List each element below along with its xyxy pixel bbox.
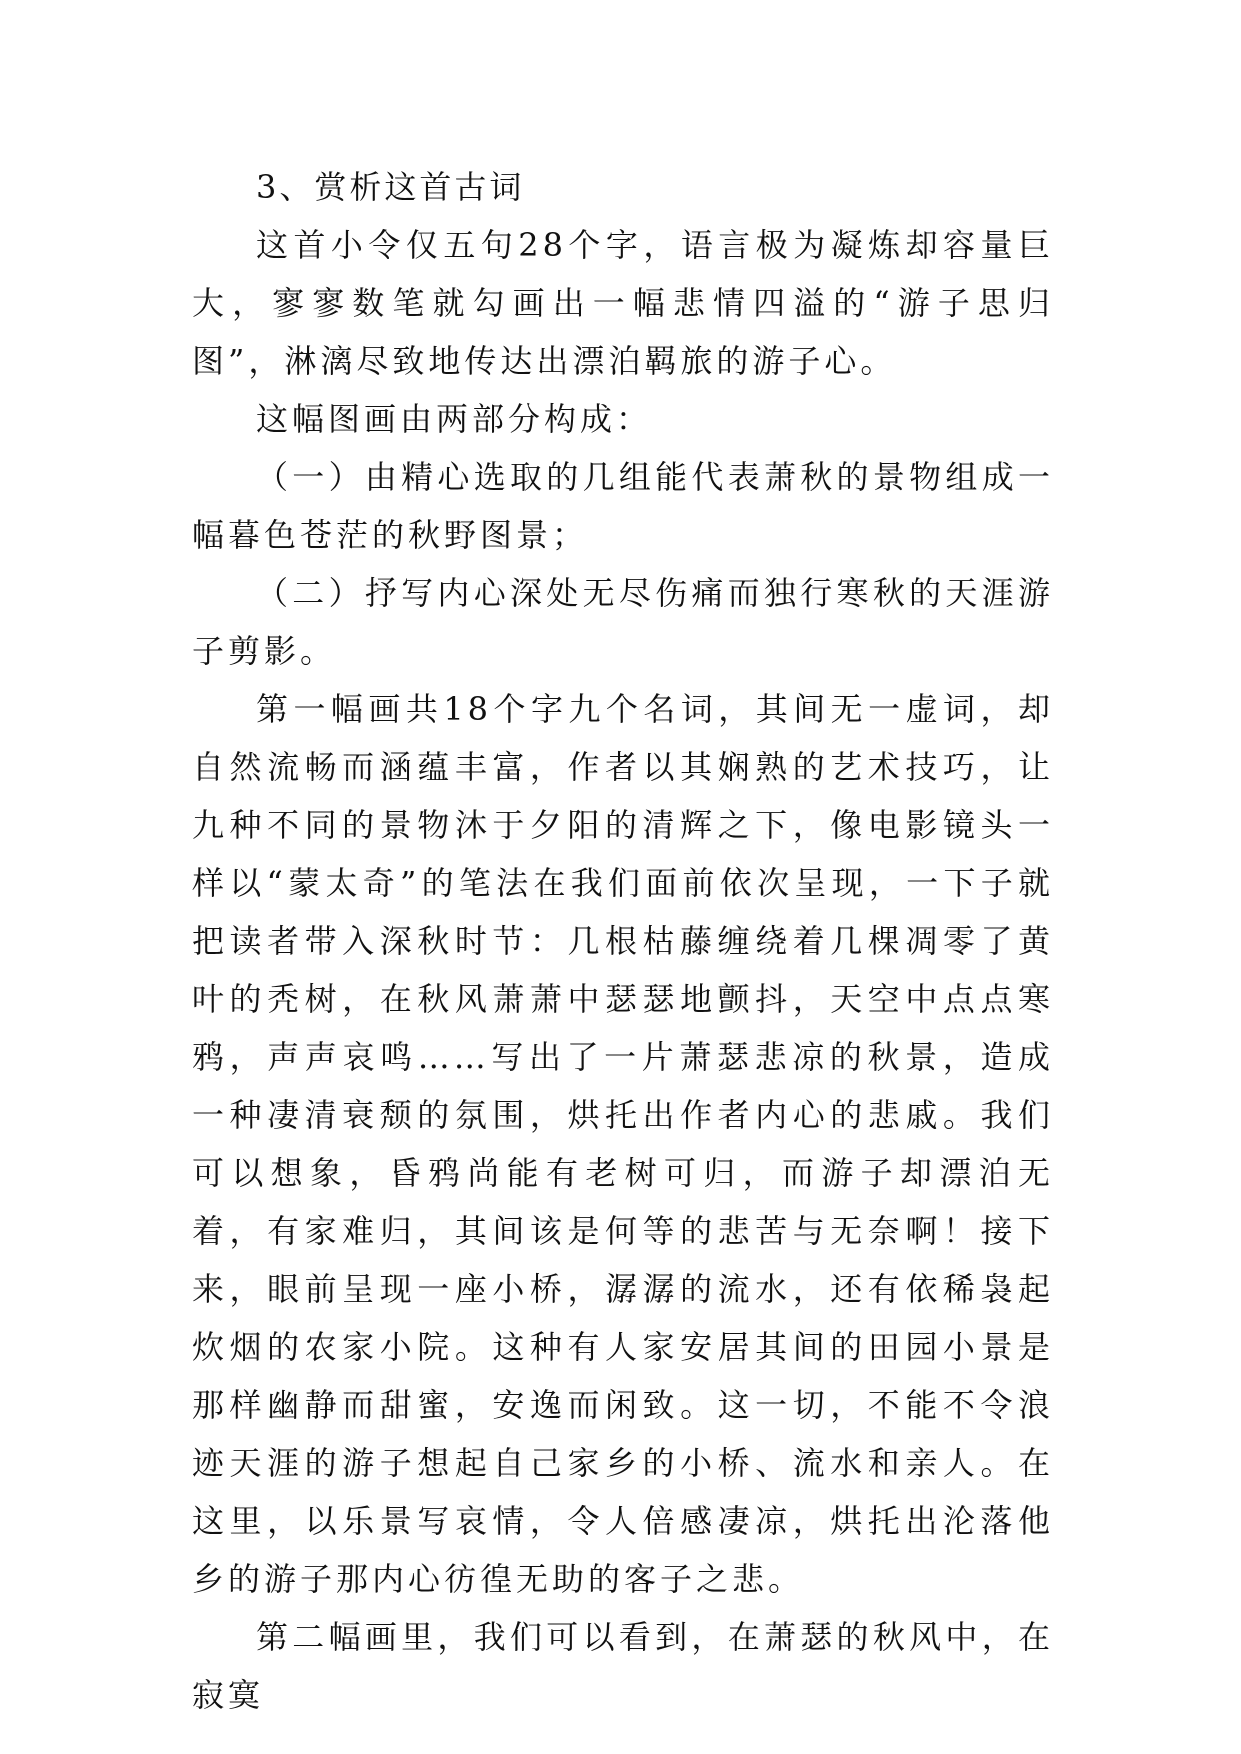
paragraph-structure: 这幅图画由两部分构成： bbox=[256, 400, 653, 438]
paragraph-first-picture: 第一幅画共18个字九个名词，其间无一虚词，却自然流畅而涵蕴丰富，作者以其娴熟的艺术技巧，让九种不同的景物沐于夕阳的清辉之下，像电影镜头一样以“蒙太奇”的笔法在我们面前依次呈现，一下子就把读者带入深秋时节：几根枯藤缠绕着几棵凋零了黄叶的秃树，在秋风萧萧中瑟瑟地颤抖，天空中点点寒鸦，声声哀鸣……写出了一片萧瑟悲凉的秋景，造成一种凄清衰颓的氛围，烘托出作者内心的悲戚。我们可以想象，昏鸦尚能有老树可归，而游子却漂泊无着，有家难归，其间该是何等的悲苦与无奈啊！接下来，眼前呈现一座小桥，潺潺的流水，还有依稀袅起炊烟的农家小院。这种有人家安居其间的田园小景是那样幽静而甜蜜，安逸而闲致。这一切，不能不令浪迹天涯的游子想起自己家乡的小桥、流水和亲人。在这里，以乐景写哀情，令人倍感凄凉，烘托出沦落他乡的游子那内心彷徨无助的客子之悲。 bbox=[192, 690, 1054, 1598]
paragraph-part-two: （二）抒写内心深处无尽伤痛而独行寒秋的天涯游子剪影。 bbox=[192, 574, 1054, 670]
paragraph-summary: 这首小令仅五句28个字，语言极为凝炼却容量巨大，寥寥数笔就勾画出一幅悲情四溢的“游子思归图”，淋漓尽致地传达出漂泊羁旅的游子心。 bbox=[192, 226, 1054, 380]
paragraph-part-one: （一）由精心选取的几组能代表萧秋的景物组成一幅暮色苍茫的秋野图景； bbox=[192, 458, 1054, 554]
paragraph-second-picture: 第二幅画里，我们可以看到，在萧瑟的秋风中，在寂寞 bbox=[192, 1618, 1054, 1714]
section-heading: 3、赏析这首古词 bbox=[256, 168, 525, 206]
document-body bbox=[192, 158, 1054, 1724]
